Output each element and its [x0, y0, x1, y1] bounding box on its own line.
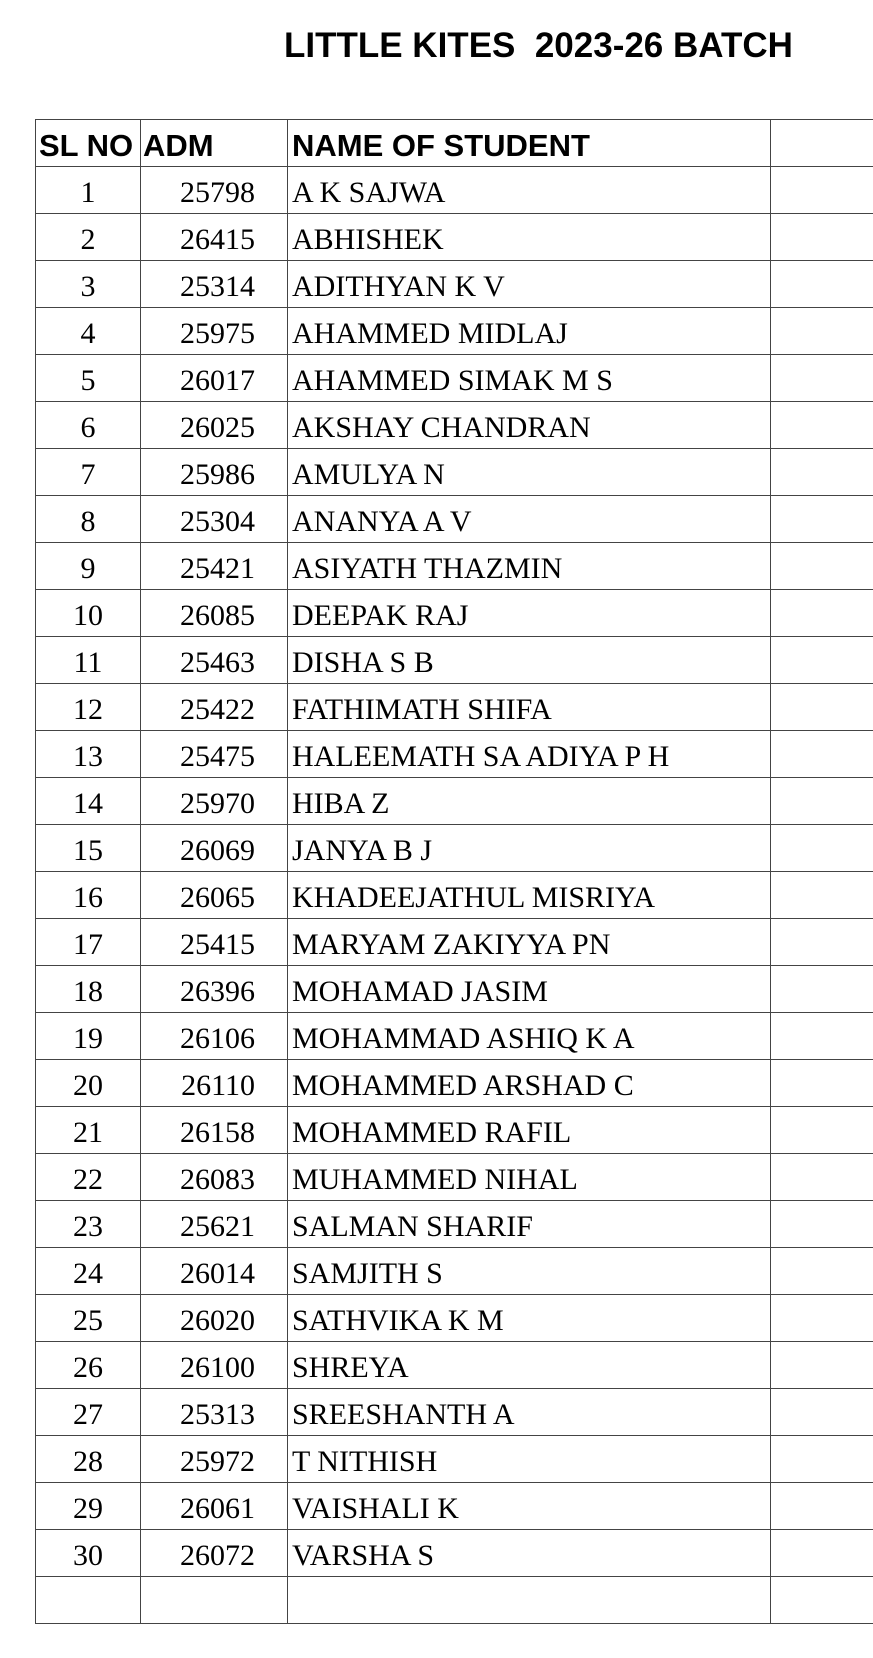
sl-no-cell: 25	[36, 1295, 141, 1342]
table-row	[36, 214, 873, 261]
extra-cell	[771, 1013, 873, 1060]
sl-no-cell: 17	[36, 919, 141, 966]
adm-cell: 25986	[141, 449, 288, 496]
table-body	[36, 167, 873, 1624]
adm-cell: 25970	[141, 778, 288, 825]
sl-no-cell: 1	[36, 167, 141, 214]
adm-cell: 25304	[141, 496, 288, 543]
table-row	[36, 308, 873, 355]
student-name-cell: HALEEMATH SA ADIYA P H	[288, 731, 771, 778]
sl-no-cell: 16	[36, 872, 141, 919]
sl-no-cell: 30	[36, 1530, 141, 1577]
sl-no-cell: 21	[36, 1107, 141, 1154]
student-name-cell: KHADEEJATHUL MISRIYA	[288, 872, 771, 919]
sl-no-cell: 12	[36, 684, 141, 731]
student-name-cell: DEEPAK RAJ	[288, 590, 771, 637]
sl-no-cell: 3	[36, 261, 141, 308]
student-name-cell: ANANYA A V	[288, 496, 771, 543]
adm-cell: 26158	[141, 1107, 288, 1154]
sl-no-cell: 4	[36, 308, 141, 355]
sl-no-cell: 22	[36, 1154, 141, 1201]
student-name-cell: SAMJITH S	[288, 1248, 771, 1295]
table-row	[36, 590, 873, 637]
sl-no-cell: 13	[36, 731, 141, 778]
extra-cell	[771, 1577, 873, 1624]
student-name-cell: A K SAJWA	[288, 167, 771, 214]
table-row	[36, 543, 873, 590]
student-name-cell: AHAMMED SIMAK M S	[288, 355, 771, 402]
student-name-cell: FATHIMATH SHIFA	[288, 684, 771, 731]
student-name-cell: SREESHANTH A	[288, 1389, 771, 1436]
adm-cell: 26415	[141, 214, 288, 261]
table-row	[36, 1530, 873, 1577]
adm-cell: 25314	[141, 261, 288, 308]
adm-cell: 25421	[141, 543, 288, 590]
adm-cell	[141, 1577, 288, 1624]
table-row	[36, 1201, 873, 1248]
extra-cell	[771, 167, 873, 214]
adm-cell: 25475	[141, 731, 288, 778]
table-row	[36, 1389, 873, 1436]
sl-no-cell: 11	[36, 637, 141, 684]
student-roster-table	[35, 119, 873, 1624]
table-row	[36, 1013, 873, 1060]
column-header-name: NAME OF STUDENT	[288, 120, 771, 167]
student-name-cell	[288, 1577, 771, 1624]
sl-no-cell: 18	[36, 966, 141, 1013]
adm-cell: 26014	[141, 1248, 288, 1295]
sl-no-cell: 27	[36, 1389, 141, 1436]
table-row	[36, 1060, 873, 1107]
extra-cell	[771, 402, 873, 449]
adm-cell: 26069	[141, 825, 288, 872]
student-name-cell: VAISHALI K	[288, 1483, 771, 1530]
table-row	[36, 1295, 873, 1342]
student-name-cell: AMULYA N	[288, 449, 771, 496]
student-name-cell: AKSHAY CHANDRAN	[288, 402, 771, 449]
sl-no-cell: 14	[36, 778, 141, 825]
sl-no-cell: 15	[36, 825, 141, 872]
sl-no-cell: 24	[36, 1248, 141, 1295]
adm-cell: 25415	[141, 919, 288, 966]
table-row	[36, 684, 873, 731]
student-name-cell: T NITHISH	[288, 1436, 771, 1483]
extra-cell	[771, 1483, 873, 1530]
sl-no-cell: 19	[36, 1013, 141, 1060]
sl-no-cell: 10	[36, 590, 141, 637]
extra-cell	[771, 308, 873, 355]
sl-no-cell: 9	[36, 543, 141, 590]
sl-no-cell: 29	[36, 1483, 141, 1530]
extra-cell	[771, 731, 873, 778]
extra-cell	[771, 496, 873, 543]
table-header-row	[36, 120, 873, 167]
table-row	[36, 731, 873, 778]
table-row	[36, 1342, 873, 1389]
extra-cell	[771, 214, 873, 261]
adm-cell: 25798	[141, 167, 288, 214]
extra-cell	[771, 1436, 873, 1483]
extra-cell	[771, 543, 873, 590]
adm-cell: 26065	[141, 872, 288, 919]
adm-cell: 25313	[141, 1389, 288, 1436]
student-name-cell: AHAMMED MIDLAJ	[288, 308, 771, 355]
column-header-adm: ADM	[141, 120, 288, 167]
extra-cell	[771, 966, 873, 1013]
document-title: LITTLE KITES 2023-26 BATCH	[284, 26, 793, 65]
student-name-cell: SHREYA	[288, 1342, 771, 1389]
student-name-cell: MUHAMMED NIHAL	[288, 1154, 771, 1201]
adm-cell: 26083	[141, 1154, 288, 1201]
extra-cell	[771, 1201, 873, 1248]
adm-cell: 25972	[141, 1436, 288, 1483]
extra-cell	[771, 1107, 873, 1154]
sl-no-cell	[36, 1577, 141, 1624]
extra-cell	[771, 1342, 873, 1389]
adm-cell: 25422	[141, 684, 288, 731]
extra-cell	[771, 684, 873, 731]
adm-cell: 26110	[141, 1060, 288, 1107]
student-name-cell: SALMAN SHARIF	[288, 1201, 771, 1248]
sl-no-cell: 28	[36, 1436, 141, 1483]
student-name-cell: ADITHYAN K V	[288, 261, 771, 308]
adm-cell: 26025	[141, 402, 288, 449]
extra-cell	[771, 872, 873, 919]
extra-cell	[771, 355, 873, 402]
extra-cell	[771, 449, 873, 496]
table-row	[36, 919, 873, 966]
column-header-extra	[771, 120, 873, 167]
table-row	[36, 872, 873, 919]
extra-cell	[771, 919, 873, 966]
student-name-cell: ABHISHEK	[288, 214, 771, 261]
table-row	[36, 825, 873, 872]
extra-cell	[771, 590, 873, 637]
table-row	[36, 778, 873, 825]
adm-cell: 26020	[141, 1295, 288, 1342]
table-row	[36, 1154, 873, 1201]
extra-cell	[771, 778, 873, 825]
extra-cell	[771, 1295, 873, 1342]
adm-cell: 25975	[141, 308, 288, 355]
table-row	[36, 355, 873, 402]
sl-no-cell: 7	[36, 449, 141, 496]
table-row	[36, 402, 873, 449]
student-name-cell: JANYA B J	[288, 825, 771, 872]
sl-no-cell: 2	[36, 214, 141, 261]
table-row	[36, 1483, 873, 1530]
adm-cell: 25463	[141, 637, 288, 684]
table-row	[36, 1107, 873, 1154]
sl-no-cell: 23	[36, 1201, 141, 1248]
table-row	[36, 496, 873, 543]
adm-cell: 26017	[141, 355, 288, 402]
extra-cell	[771, 1530, 873, 1577]
sl-no-cell: 6	[36, 402, 141, 449]
table-row	[36, 449, 873, 496]
adm-cell: 26085	[141, 590, 288, 637]
student-name-cell: ASIYATH THAZMIN	[288, 543, 771, 590]
student-name-cell: MARYAM ZAKIYYA PN	[288, 919, 771, 966]
student-name-cell: MOHAMMED RAFIL	[288, 1107, 771, 1154]
student-name-cell: VARSHA S	[288, 1530, 771, 1577]
student-name-cell: DISHA S B	[288, 637, 771, 684]
adm-cell: 26100	[141, 1342, 288, 1389]
student-name-cell: MOHAMMED ARSHAD C	[288, 1060, 771, 1107]
table-row	[36, 966, 873, 1013]
student-name-cell: HIBA Z	[288, 778, 771, 825]
sl-no-cell: 8	[36, 496, 141, 543]
column-header-sl-no: SL NO	[36, 120, 141, 167]
student-name-cell: MOHAMMAD ASHIQ K A	[288, 1013, 771, 1060]
sl-no-cell: 20	[36, 1060, 141, 1107]
table-row	[36, 637, 873, 684]
table-row	[36, 167, 873, 214]
adm-cell: 26061	[141, 1483, 288, 1530]
adm-cell: 26072	[141, 1530, 288, 1577]
table-row	[36, 261, 873, 308]
extra-cell	[771, 825, 873, 872]
adm-cell: 25621	[141, 1201, 288, 1248]
table-row	[36, 1248, 873, 1295]
table-row	[36, 1436, 873, 1483]
adm-cell: 26106	[141, 1013, 288, 1060]
table-row	[36, 1577, 873, 1624]
extra-cell	[771, 1389, 873, 1436]
extra-cell	[771, 1060, 873, 1107]
adm-cell: 26396	[141, 966, 288, 1013]
extra-cell	[771, 1154, 873, 1201]
extra-cell	[771, 261, 873, 308]
extra-cell	[771, 1248, 873, 1295]
sl-no-cell: 5	[36, 355, 141, 402]
student-name-cell: SATHVIKA K M	[288, 1295, 771, 1342]
student-name-cell: MOHAMAD JASIM	[288, 966, 771, 1013]
extra-cell	[771, 637, 873, 684]
sl-no-cell: 26	[36, 1342, 141, 1389]
